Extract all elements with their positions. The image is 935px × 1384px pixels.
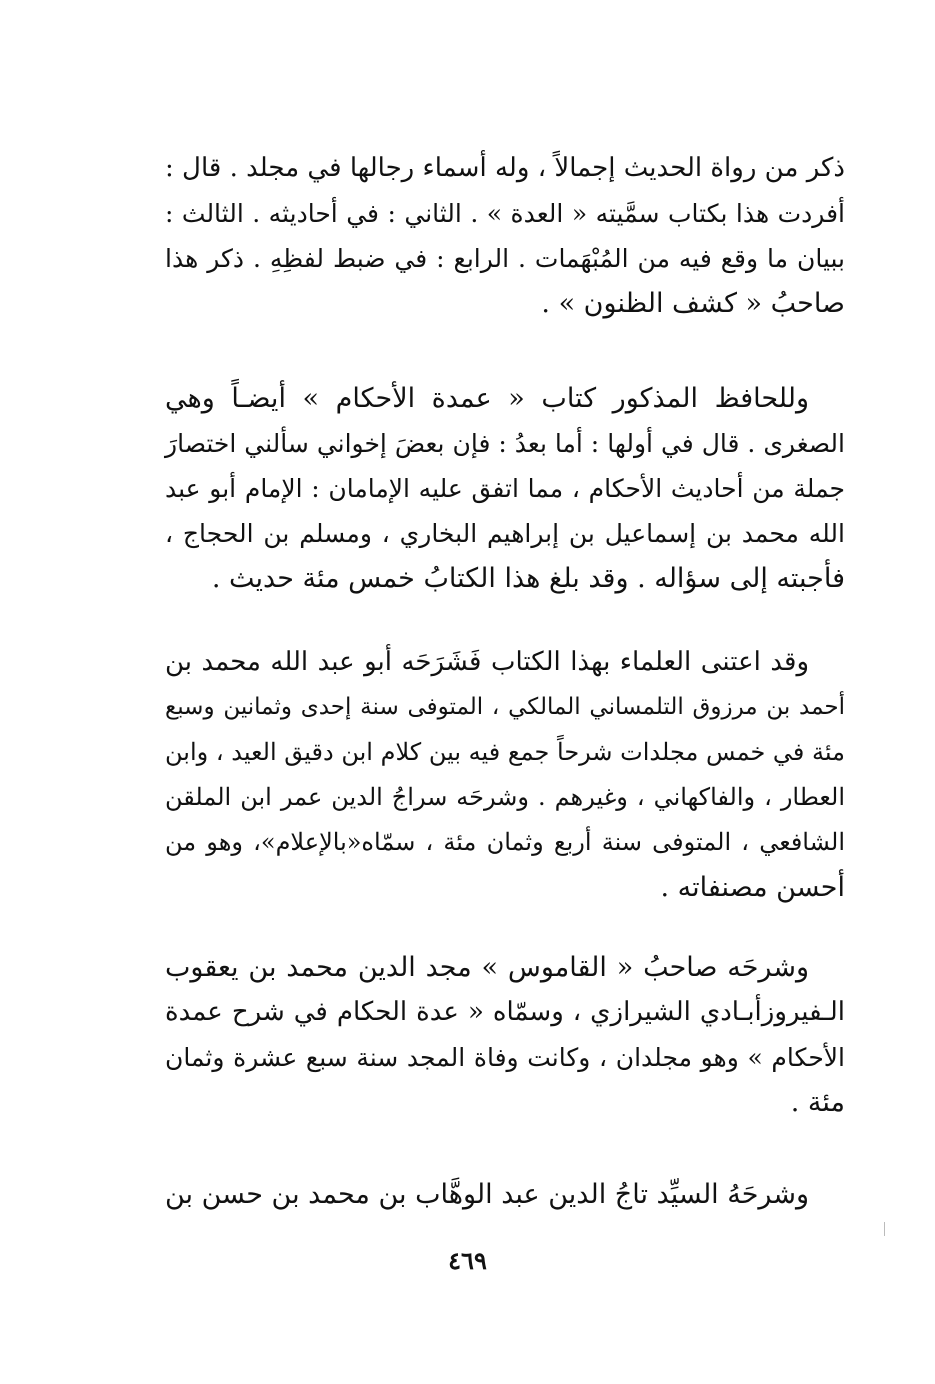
paragraph-line: أحسن مصنفاته . (660, 872, 845, 903)
paragraph-line: الشافعي ، المتوفى سنة أربع وثمان مئة ، سمّاه«بالإعلام»، وهو من (165, 828, 845, 856)
paragraph-line: وقد اعتنى العلماء بهذا الكتاب فَشَرَحَه أبو عبد الله محمد بن (165, 647, 809, 677)
paragraph-line: فأجبته إلى سؤاله . وقد بلغ هذا الكتابُ خمس مئة حديث . (211, 563, 845, 594)
paragraph-line: ذكر من رواة الحديث إجمالاً ، وله أسماء رجالها في مجلد . قال : (165, 153, 845, 183)
paragraph-line: وشرحَهُ السيِّد تاجُ الدين عبد الوهَّاب بن محمد بن حسن بن (164, 1179, 809, 1210)
paragraph-line: العطار ، والفاكهاني ، وغيرهم . وشرحَه سراجُ الدين عمر ابن الملقن (165, 783, 845, 811)
paragraph-line: ببيان ما وقع فيه من المُبْهَمات . الرابع : في ضبط لفظِهِ . ذكر هذا (165, 244, 845, 273)
paragraph-5 (165, 1172, 845, 1217)
paragraph-line: مئة . (790, 1087, 845, 1118)
paragraph-line: صاحبُ « كشف الظنون » . (541, 288, 845, 319)
paragraph-line: وللحافظ المذكور كتاب « عمدة الأحكام » أيضـاً وهي (165, 383, 809, 414)
paragraph-line: جملة من أحاديث الأحكام ، مما اتفق عليه الإمامان : الإمام أبو عبد (165, 474, 845, 503)
paragraph-line: الله محمد بن إسماعيل بن إبراهيم البخاري ، ومسلم بن الحجاج ، (165, 519, 845, 548)
paragraph-4 (165, 945, 845, 1125)
paragraph-line: وشرحَه صاحبُ « القاموس » مجد الدين محمد بن يعقوب (165, 952, 809, 983)
paragraph-line: الـفيروزأبـادي الشيرازي ، وسمّاه « عدة الحكام في شرح عمدة (165, 997, 845, 1027)
paragraph-line: الصغرى . قال في أولها : أما بعدُ : فإن بعضَ إخواني سألني اختصارَ (165, 429, 845, 458)
paragraph-2 (165, 376, 845, 601)
page-number: ٤٦٩ (448, 1246, 487, 1275)
paragraph-line: مئة في خمس مجلدات شرحاً جمع فيه بين كلام ابن دقيق العيد ، وابن (165, 738, 845, 766)
paragraph-line: أحمد بن مرزوق التلمساني المالكي ، المتوفى سنة إحدى وثمانين وسبع (165, 694, 845, 720)
paragraph-1 (165, 146, 845, 326)
scan-edge-mark (884, 1222, 885, 1236)
paragraph-line: الأحكام » وهو مجلدان ، وكانت وفاة المجد سنة سبع عشرة وثمان (165, 1043, 845, 1072)
paragraph-3 (165, 640, 845, 910)
paragraph-line: أفردت هذا بكتاب سمَّيته « العدة » . الثاني : في أحاديثه . الثالث : (165, 199, 845, 228)
